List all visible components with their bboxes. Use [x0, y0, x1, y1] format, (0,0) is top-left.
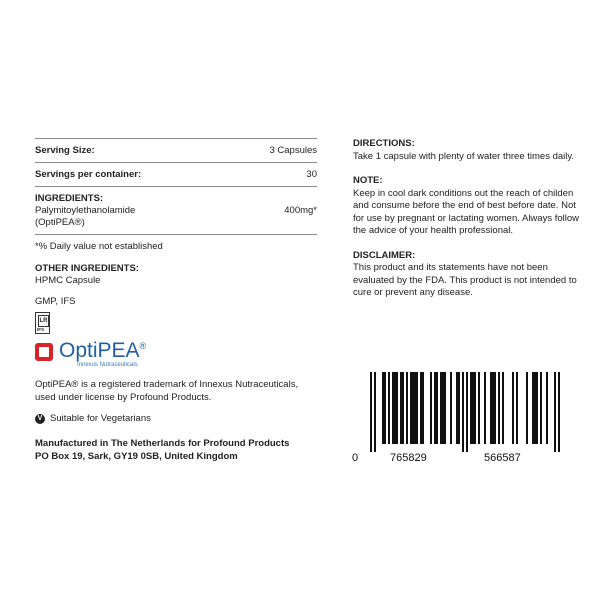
manufacturer-line1: Manufactured in The Netherlands for Profound Products	[35, 438, 290, 449]
barcode-bar	[532, 372, 534, 444]
barcode-bar	[516, 372, 518, 444]
ingredients-label: INGREDIENTS:	[35, 193, 104, 204]
ifs-badge-text: IFS	[37, 327, 45, 332]
barcode-bar	[498, 372, 500, 444]
barcode-bar	[546, 372, 548, 444]
barcode-bar	[526, 372, 528, 444]
directions-column	[353, 138, 579, 312]
barcode-bar	[540, 372, 542, 444]
barcode-bar	[444, 372, 446, 444]
vegetarian-icon: V	[35, 414, 45, 424]
manufacturer-line2: PO Box 19, Sark, GY19 0SB, United Kingdom	[35, 451, 238, 462]
barcode-bar	[440, 372, 442, 444]
barcode-bar	[394, 372, 396, 444]
logo-reg-mark: ®	[139, 341, 147, 351]
barcode-bar	[478, 372, 480, 444]
barcode-bar	[492, 372, 494, 444]
ingredient-amount: 400mg*	[284, 205, 317, 216]
trademark-notice: OptiPEA® is a registered trademark of Innexus Nutraceuticals, used under license by Profound Products.	[35, 379, 299, 403]
disclaimer-label: DISCLAIMER:	[353, 249, 416, 261]
lr-ifs-certification-icon	[35, 312, 50, 334]
barcode-bar	[558, 372, 560, 452]
note-text: Keep in cool dark conditions out the reach of childen and consume before the end of best before date. Not for use by pregnant or lactating women. Always follow the advice of your health professional.	[353, 187, 580, 236]
barcode-bar	[374, 372, 376, 452]
servings-label: Servings per container:	[35, 169, 142, 180]
barcode-bar	[512, 372, 514, 444]
barcode-bar	[416, 372, 418, 444]
barcode-bar	[534, 372, 536, 444]
barcode-bar	[470, 372, 472, 444]
barcode-bar	[414, 372, 416, 444]
certifications-text: GMP, IFS	[35, 296, 76, 307]
barcode-bar	[410, 372, 412, 444]
note-label: NOTE:	[353, 175, 383, 186]
serving-size-row	[35, 138, 317, 163]
vegetarian-badge	[35, 413, 151, 424]
barcode-bar	[402, 372, 404, 444]
footnote: *% Daily value not established	[35, 241, 163, 252]
serving-size-label: Serving Size:	[35, 145, 95, 156]
other-ingredients-value: HPMC Capsule	[35, 275, 101, 286]
servings-value: 30	[306, 169, 317, 180]
ingredients-row	[35, 187, 317, 235]
barcode-bar	[502, 372, 504, 444]
barcode-bar	[392, 372, 394, 444]
barcode-bar	[434, 372, 436, 444]
barcode-bar	[396, 372, 398, 444]
barcode-bar	[422, 372, 424, 444]
barcode-bar	[554, 372, 556, 452]
barcode-bar	[484, 372, 486, 444]
ingredient-name-line1: Palymitoylethanolamide	[35, 205, 136, 216]
manufacturer-info	[35, 437, 335, 463]
barcode-bar	[388, 372, 390, 444]
barcode-bar	[370, 372, 372, 452]
note-section	[353, 175, 579, 238]
barcode-bar	[536, 372, 538, 444]
servings-row	[35, 163, 317, 187]
other-ingredients-label: OTHER INGREDIENTS:	[35, 263, 139, 274]
other-ingredients	[35, 263, 317, 287]
barcode-bar	[436, 372, 438, 444]
barcode-bar	[472, 372, 474, 444]
barcode-bar	[450, 372, 452, 444]
barcode-bar	[494, 372, 496, 444]
barcode-bar	[466, 372, 468, 452]
barcode-bars	[352, 372, 580, 452]
barcode	[352, 372, 580, 466]
barcode-bar	[456, 372, 458, 444]
serving-size-value: 3 Capsules	[269, 145, 317, 156]
supplement-facts	[35, 138, 317, 334]
barcode-bar	[474, 372, 476, 444]
logo-name	[59, 340, 146, 362]
disclaimer-section	[353, 250, 579, 300]
optipea-logo-mark-icon	[35, 343, 53, 361]
logo-text	[59, 340, 146, 369]
barcode-digit-first: 0	[352, 452, 359, 464]
directions-label: DIRECTIONS:	[353, 138, 415, 149]
barcode-bar	[458, 372, 460, 444]
barcode-digits-left: 765829	[390, 452, 427, 464]
directions-section	[353, 138, 579, 163]
barcode-bar	[384, 372, 386, 444]
logo-tagline: Innexus Nutraceuticals	[77, 362, 138, 368]
barcode-bar	[462, 372, 464, 452]
barcode-bar	[430, 372, 432, 444]
barcode-bar	[490, 372, 492, 444]
barcode-digits	[352, 452, 580, 466]
barcode-bar	[406, 372, 408, 444]
vegetarian-text: Suitable for Vegetarians	[50, 413, 151, 424]
barcode-digits-right: 566587	[484, 452, 521, 464]
disclaimer-text: This product and its statements have not been evaluated by the FDA. This product is not intended to cure or prevent any disease.	[353, 262, 577, 298]
optipea-logo	[35, 340, 146, 369]
barcode-bar	[412, 372, 414, 444]
ingredients-block	[35, 193, 135, 229]
ingredient-name-line2: (OptiPEA®)	[35, 217, 85, 228]
logo-name-text: OptiPEA	[59, 339, 140, 362]
barcode-bar	[442, 372, 444, 444]
barcode-bar	[382, 372, 384, 444]
barcode-bar	[400, 372, 402, 444]
directions-text: Take 1 capsule with plenty of water three times daily.	[353, 150, 575, 162]
lr-badge-letters: LR	[38, 315, 49, 327]
barcode-bar	[420, 372, 422, 444]
